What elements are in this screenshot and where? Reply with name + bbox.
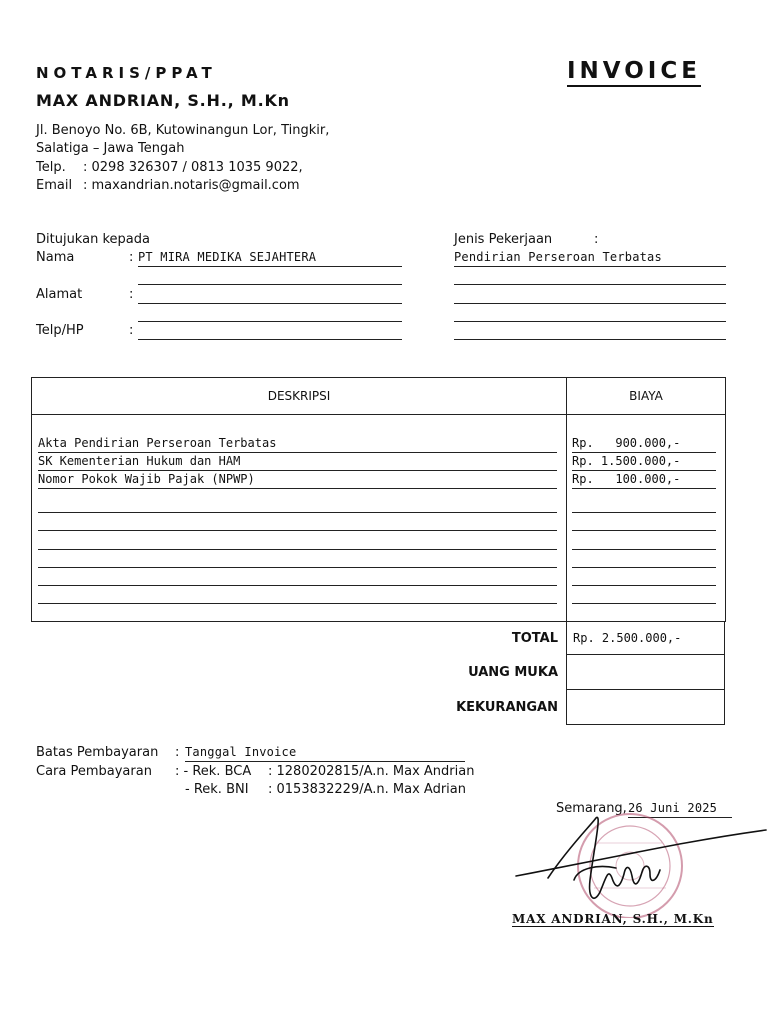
- total-value[interactable]: Rp. 2.500.000,-: [566, 621, 725, 655]
- job-colon: :: [594, 232, 599, 247]
- sign-date[interactable]: 26 Juni 2025: [628, 801, 732, 818]
- item-desc-empty[interactable]: [38, 514, 557, 531]
- nama-colon: :: [129, 250, 134, 265]
- job-field[interactable]: Pendirian Perseroan Terbatas: [454, 250, 726, 267]
- item-desc-empty[interactable]: [38, 496, 557, 513]
- invoice-title: INVOICE: [567, 58, 701, 87]
- item-cost-empty[interactable]: [572, 551, 716, 568]
- email-label: Email: [36, 178, 73, 193]
- kekurangan-value[interactable]: [566, 690, 725, 725]
- item-desc-empty[interactable]: [38, 533, 557, 550]
- header-name: MAX ANDRIAN, S.H., M.Kn: [36, 91, 290, 110]
- alamat-field[interactable]: [138, 287, 402, 304]
- total-label: TOTAL: [511, 631, 558, 646]
- uang-muka-value[interactable]: [566, 655, 725, 690]
- item-cost-3[interactable]: Rp. 100.000,-: [572, 472, 716, 489]
- telp-hp-label: Telp/HP: [36, 323, 84, 338]
- batas-label: Batas Pembayaran: [36, 745, 159, 760]
- item-cost-empty[interactable]: [572, 587, 716, 604]
- job-field-line-2[interactable]: [454, 268, 726, 285]
- item-cost-empty[interactable]: [572, 514, 716, 531]
- telp-hp-field[interactable]: [138, 323, 402, 340]
- job-field-line-5[interactable]: [454, 323, 726, 340]
- nama-label: Nama: [36, 250, 75, 265]
- alamat-label: Alamat: [36, 287, 83, 302]
- item-cost-empty[interactable]: [572, 496, 716, 513]
- col-header-biaya: BIAYA: [567, 378, 726, 415]
- alamat-field-line-2[interactable]: [138, 305, 402, 322]
- bca-value: : 1280202815/A.n. Max Andrian: [268, 764, 475, 779]
- item-desc-1[interactable]: Akta Pendirian Perseroan Terbatas: [38, 436, 557, 453]
- nama-field-line-2[interactable]: [138, 268, 402, 285]
- nama-field[interactable]: PT MIRA MEDIKA SEJAHTERA: [138, 250, 402, 267]
- alamat-colon: :: [129, 287, 134, 302]
- item-desc-empty[interactable]: [38, 551, 557, 568]
- address-line-1: Jl. Benoyo No. 6B, Kutowinangun Lor, Tingkir,: [36, 123, 330, 138]
- recipient-heading: Ditujukan kepada: [36, 232, 150, 247]
- telp-label: Telp.: [36, 160, 66, 175]
- job-field-line-3[interactable]: [454, 287, 726, 304]
- job-label: Jenis Pekerjaan: [454, 232, 553, 247]
- kekurangan-label: KEKURANGAN: [456, 700, 558, 715]
- item-cost-1[interactable]: Rp. 900.000,-: [572, 436, 716, 453]
- stamp-icon: [578, 814, 682, 918]
- bni-label: - Rek. BNI: [185, 782, 249, 797]
- uang-muka-label: UANG MUKA: [468, 665, 558, 680]
- item-cost-2[interactable]: Rp. 1.500.000,-: [572, 454, 716, 471]
- signer-name: MAX ANDRIAN, S.H., M.Kn: [512, 912, 714, 926]
- header-notaris: NOTARIS/PPAT: [36, 64, 217, 82]
- batas-field[interactable]: Tanggal Invoice: [185, 745, 465, 762]
- sign-place: Semarang,: [556, 801, 627, 816]
- telp-value: : 0298 326307 / 0813 1035 9022,: [83, 160, 303, 175]
- address-line-2: Salatiga – Jawa Tengah: [36, 141, 185, 156]
- col-header-deskripsi: DESKRIPSI: [32, 378, 567, 415]
- job-field-line-4[interactable]: [454, 305, 726, 322]
- stamp-and-signature-icon: [508, 808, 768, 918]
- item-cost-empty[interactable]: [572, 533, 716, 550]
- email-value: : maxandrian.notaris@gmail.com: [83, 178, 300, 193]
- cara-label: Cara Pembayaran: [36, 764, 152, 779]
- item-desc-2[interactable]: SK Kementerian Hukum dan HAM: [38, 454, 557, 471]
- item-cost-empty[interactable]: [572, 569, 716, 586]
- bni-value: : 0153832229/A.n. Max Adrian: [268, 782, 466, 797]
- bca-label: : - Rek. BCA: [175, 764, 252, 779]
- item-desc-empty[interactable]: [38, 569, 557, 586]
- telp-hp-colon: :: [129, 323, 134, 338]
- item-desc-3[interactable]: Nomor Pokok Wajib Pajak (NPWP): [38, 472, 557, 489]
- item-desc-empty[interactable]: [38, 587, 557, 604]
- batas-colon: :: [175, 745, 180, 760]
